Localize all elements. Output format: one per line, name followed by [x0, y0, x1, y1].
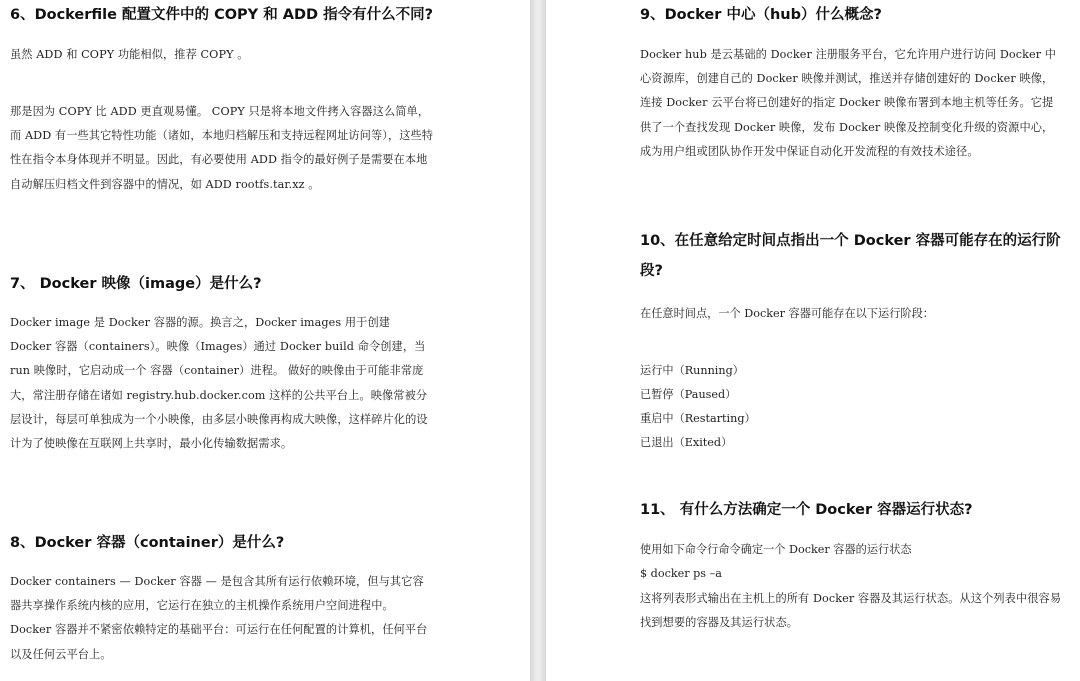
- q11-paragraph-2: 这将列表形式输出在主机上的所有 Docker 容器及其运行状态。从这个列表中很容易找到想要的容器及其运行状态。: [640, 592, 1062, 630]
- right-document-page: [546, 0, 1080, 681]
- q9-heading: 9、Docker 中心（hub）什么概念?: [640, 7, 882, 23]
- state-running: 运行中（Running）: [640, 364, 744, 377]
- state-exited: 已退出（Exited）: [640, 436, 733, 449]
- state-paused: 已暂停（Paused）: [640, 388, 737, 401]
- q9-paragraph-1: Docker hub 是云基础的 Docker 注册服务平台，它允许用户进行访问 Docker 中心资源库，创建自己的 Docker 映像并测试，推送并存储创建好的 Docker 映像，连接 Docker 云平台将已创建好的指定 Docker 映像布署到本地主机等任务。它提供了一个查找发现 Docker 映像，发布 Docker 映像及控制变化升级的资源中心，成为用户组或团队协作开发中保证自动化开发流程的有效技术途径。: [640, 48, 1057, 158]
- q6-paragraph-1: 虽然 ADD 和 COPY 功能相似，推荐 COPY 。: [10, 48, 249, 61]
- page-gutter: [530, 0, 546, 681]
- q11-intro: 使用如下命令行命令确定一个 Docker 容器的运行状态: [640, 543, 912, 556]
- q6-heading: 6、Dockerfile 配置文件中的 COPY 和 ADD 指令有什么不同?: [10, 7, 434, 23]
- q10-heading: 10、在任意给定时间点指出一个 Docker 容器可能存在的运行阶段?: [640, 233, 1061, 279]
- q7-paragraph-1: Docker image 是 Docker 容器的源。换言之，Docker images 用于创建 Docker 容器（containers）。映像（Images）通过 Docker build 命令创建，当 run 映像时，它启动成一个 容器（container）进程。 做好的映像由于可能非常庞大，常注册存储在诸如 registry.hub.docker.com 这样的公共平台上。映像常被分层设计，每层可单独成为一个小映像，由多层小映像再构成大映像，这样碎片化的设计为了使映像在互联网上共享时，最小化传输数据需求。: [10, 316, 428, 451]
- q7-heading: 7、 Docker 映像（image）是什么?: [10, 276, 262, 292]
- left-document-page: [0, 0, 530, 681]
- q8-heading: 8、Docker 容器（container）是什么?: [10, 535, 285, 551]
- state-restarting: 重启中（Restarting）: [640, 412, 756, 425]
- docker-ps-command: $ docker ps –a: [640, 567, 722, 580]
- q6-paragraph-2: 那是因为 COPY 比 ADD 更直观易懂。 COPY 只是将本地文件拷入容器这么简单，而 ADD 有一些其它特性功能（诸如，本地归档解压和支持远程网址访问等），这些特性在指令本身体现并不明显。因此，有必要使用 ADD 指令的最好例子是需要在本地自动解压归档文件到容器中的情况，如 ADD rootfs.tar.xz 。: [10, 105, 434, 191]
- q11-heading: 11、 有什么方法确定一个 Docker 容器运行状态?: [640, 502, 973, 518]
- q8-paragraph-1: Docker containers — Docker 容器 — 是包含其所有运行依赖环境，但与其它容器共享操作系统内核的应用，它运行在独立的主机操作系统用户空间进程中。Docker 容器并不紧密依赖特定的基础平台：可运行在任何配置的计算机，任何平台以及任何云平台上。: [10, 575, 428, 661]
- q10-intro: 在任意时间点，一个 Docker 容器可能存在以下运行阶段：: [640, 307, 934, 320]
